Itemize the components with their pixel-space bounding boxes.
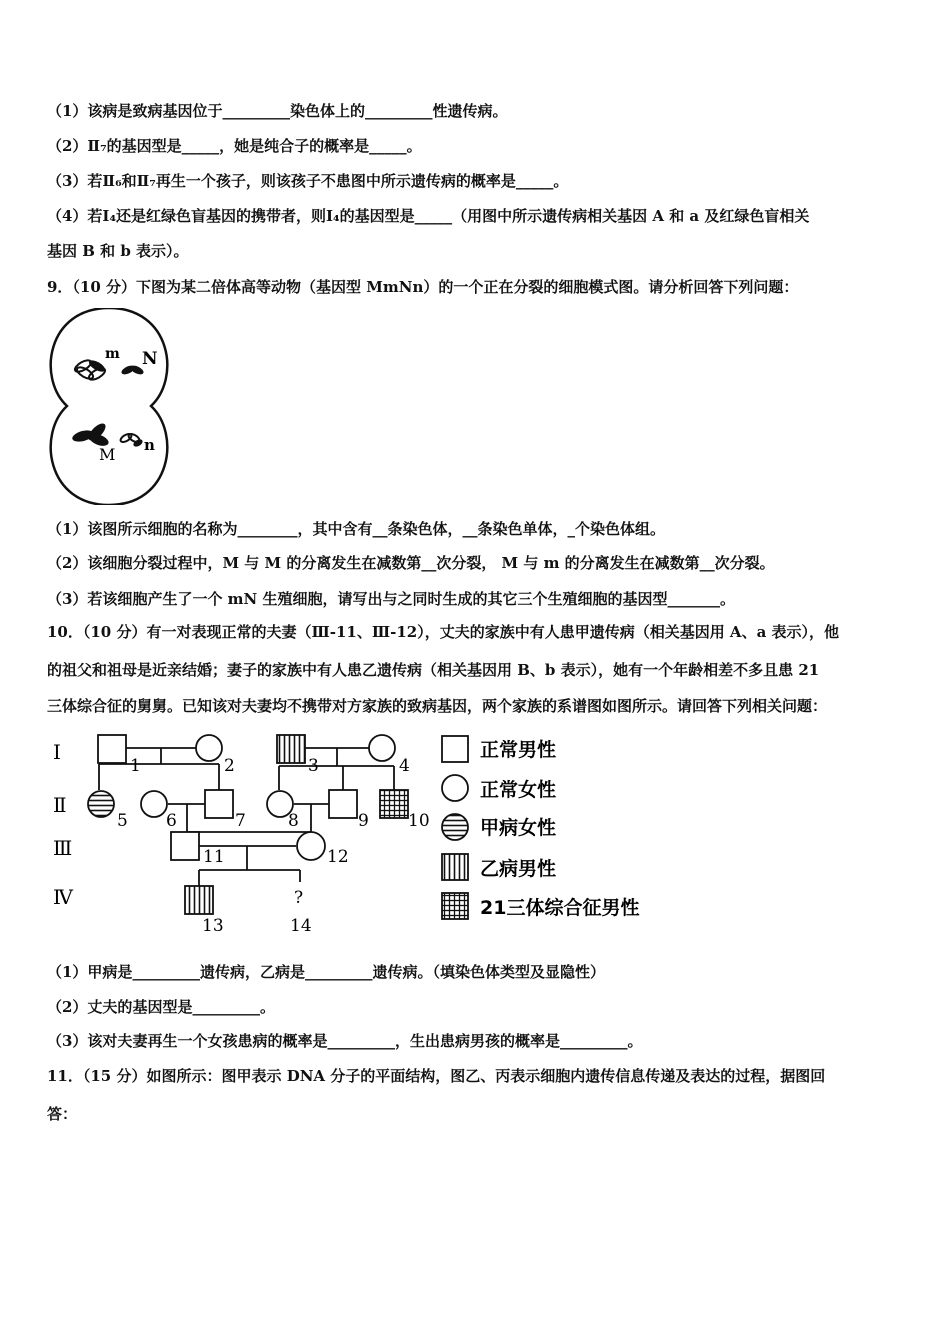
q11-stem-line1: 11．（15 分）如图所示：图甲表示 DNA 分子的平面结构，图乙、丙表示细胞内遗传信息传递及表达的过程，据图回 xyxy=(47,1067,826,1085)
q10-stem-line2: 的祖父和祖母是近亲结婚；妻子的家族中有人患乙遗传病（相关基因用 B、b 表示），她有一个年龄相差不多且患 21 xyxy=(47,661,820,679)
label-2: 2 xyxy=(224,756,235,776)
generation-III: Ⅲ xyxy=(53,836,73,860)
label-13: 13 xyxy=(202,916,224,936)
q10-stem-line3: 三体综合征的舅舅。已知该对夫妻均不携带对方家族的致病基因，两个家族的系谱图如图所示。请回答下列相关问题： xyxy=(47,697,828,715)
generation-II: Ⅱ xyxy=(53,793,67,817)
q9-part1: （1）该图所示细胞的名称为________，其中含有__条染色体，__条染色单体，_个染色体组。 xyxy=(47,520,665,538)
label-6: 6 xyxy=(166,811,177,831)
legend-normal-female-symbol xyxy=(442,775,468,801)
chromosome-n xyxy=(119,432,144,448)
legend-trisomy21-male-symbol xyxy=(442,893,468,919)
q8-part3: （3）若Ⅱ₆和Ⅱ₇再生一个孩子，则该孩子不患图中所示遗传病的概率是_____。 xyxy=(47,172,569,190)
q10-part3: （3）该对夫妻再生一个女孩患病的概率是_________，生出患病男孩的概率是_________。 xyxy=(47,1032,643,1050)
individual-6-normal-female xyxy=(141,791,167,817)
q8-part2: （2）Ⅱ₇的基因型是_____，她是纯合子的概率是_____。 xyxy=(47,137,422,155)
legend-normal-male-symbol xyxy=(442,736,468,762)
label-4: 4 xyxy=(399,756,410,776)
q8-part4-line1: （4）若I₄还是红绿色盲基因的携带者，则I₄的基因型是_____（用图中所示遗传病相关基因 A 和 a 及红绿色盲相关 xyxy=(47,207,810,225)
q9-stem: 9．（10 分）下图为某二倍体高等动物（基因型 MmNn）的一个正在分裂的细胞模式图。请分析回答下列问题： xyxy=(47,278,799,296)
cell-division-figure xyxy=(47,308,172,505)
chromosome-M xyxy=(71,421,110,448)
label-M: M xyxy=(99,445,116,464)
pedigree-chart xyxy=(47,728,667,940)
legend-disease-b-male: 乙病男性 xyxy=(480,858,557,880)
individual-3-disease-b-male xyxy=(277,735,305,763)
individual-5-disease-a-female xyxy=(88,791,114,817)
q9-part3: （3）若该细胞产生了一个 mN 生殖细胞，请写出与之同时生成的其它三个生殖细胞的基因型_______。 xyxy=(47,590,735,608)
q10-part2: （2）丈夫的基因型是_________。 xyxy=(47,998,275,1016)
label-11: 11 xyxy=(203,847,225,867)
label-9: 9 xyxy=(358,811,369,831)
label-n: n xyxy=(144,436,155,454)
pedigree-legend xyxy=(442,736,639,919)
legend-normal-male: 正常男性 xyxy=(480,739,557,761)
label-3: 3 xyxy=(308,756,319,776)
individual-12-normal-female xyxy=(297,832,325,860)
q10-stem-line1: 10．（10 分）有一对表现正常的夫妻（Ⅲ-11、Ⅲ-12），丈夫的家族中有人患甲遗传病（相关基因用 A、a 表示），他 xyxy=(47,623,840,641)
q10-part1: （1）甲病是_________遗传病，乙病是_________遗传病。（填染色体类型及显隐性） xyxy=(47,963,605,981)
individual-1-normal-male xyxy=(98,735,126,763)
label-m: m xyxy=(105,346,120,362)
individual-10-trisomy21-male xyxy=(380,790,408,818)
individual-9-normal-male xyxy=(329,790,357,818)
cell-membrane xyxy=(51,308,168,505)
legend-normal-female: 正常女性 xyxy=(480,779,557,801)
label-N: N xyxy=(142,349,158,369)
q8-part4-line2: 基因 B 和 b 表示）。 xyxy=(47,242,189,260)
legend-disease-a-female-symbol xyxy=(442,814,468,840)
individual-13-disease-b-male xyxy=(185,886,213,914)
legend-disease-a-female: 甲病女性 xyxy=(480,817,557,839)
individual-4-normal-female xyxy=(369,735,395,761)
q8-part1: （1）该病是致病基因位于_________染色体上的_________性遗传病。 xyxy=(47,102,508,120)
label-8: 8 xyxy=(288,811,299,831)
label-12: 12 xyxy=(327,847,349,867)
individual-14-unknown: ? xyxy=(294,888,304,908)
q9-part2: （2）该细胞分裂过程中，M 与 M 的分离发生在减数第__次分裂， M 与 m 的分离发生在减数第__次分裂。 xyxy=(47,554,775,572)
chromosome-m xyxy=(73,358,107,382)
label-10: 10 xyxy=(408,811,430,831)
individual-11-normal-male xyxy=(171,832,199,860)
legend-trisomy21-male: 21三体综合征男性 xyxy=(480,897,640,919)
generation-I: Ⅰ xyxy=(53,740,61,764)
label-1: 1 xyxy=(130,756,141,776)
generation-IV: Ⅳ xyxy=(53,885,73,909)
label-7: 7 xyxy=(235,811,246,831)
individual-7-normal-male xyxy=(205,790,233,818)
legend-disease-b-male-symbol xyxy=(442,854,468,880)
individual-2-normal-female xyxy=(196,735,222,761)
q11-stem-line2: 答： xyxy=(47,1105,78,1123)
label-14: 14 xyxy=(290,916,312,936)
label-5: 5 xyxy=(117,811,128,831)
